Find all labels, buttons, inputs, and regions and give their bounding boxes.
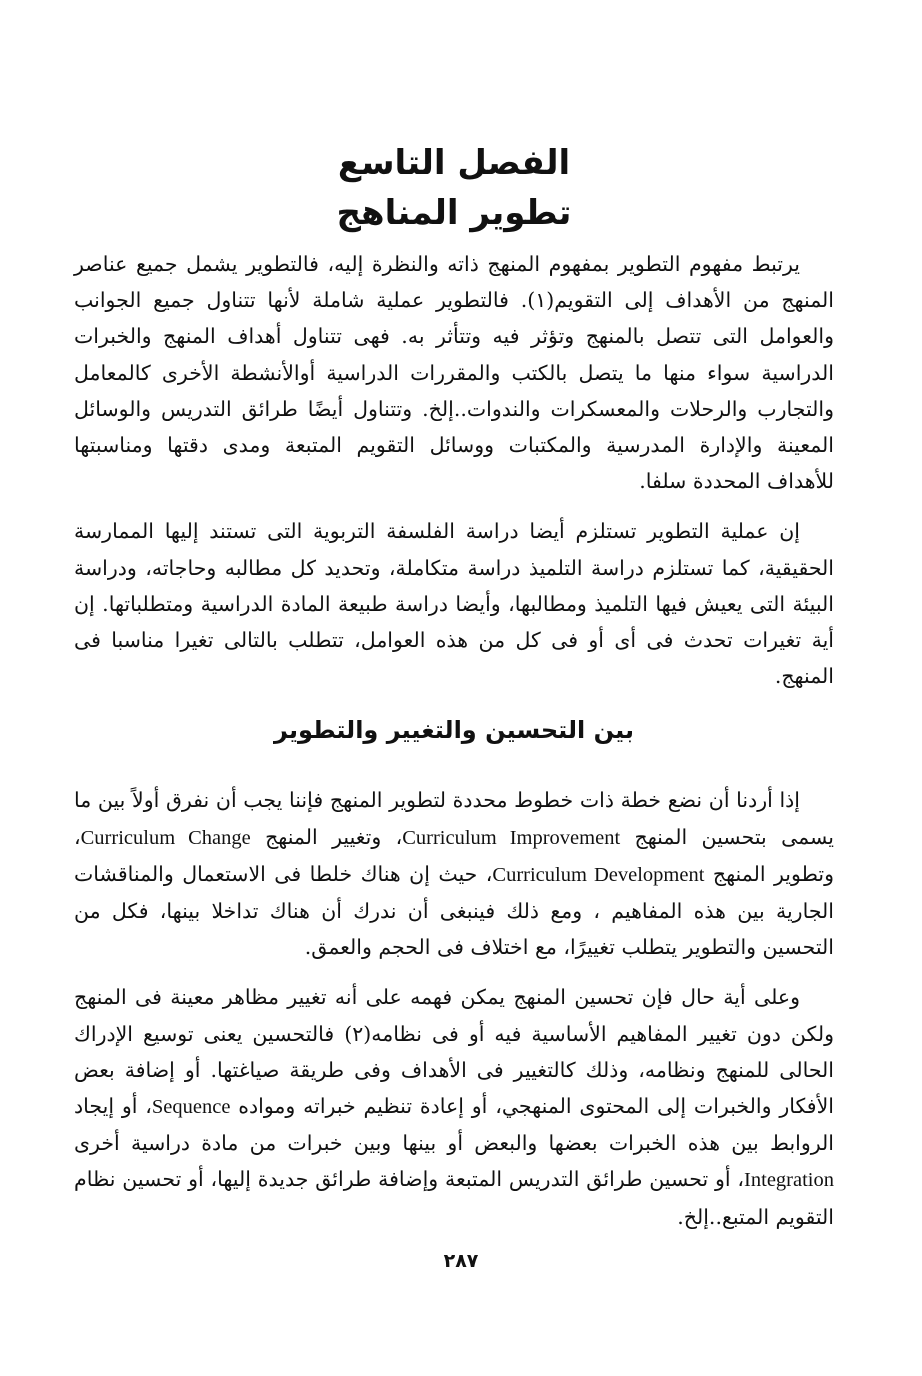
text-segment: إذا أردنا أن نضع خطة ذات خطوط محددة لتطوير المنهج فإننا يجب أن نفرق أولاً بين ما يسمى بتحسين المنهج	[74, 788, 834, 849]
paragraph-intro-2: إن عملية التطوير تستلزم أيضا دراسة الفلسفة التربوية التى تستند إليها الممارسة الحقيقية، كما تستلزم دراسة التلميذ دراسة متكاملة، وتحديد كل مطالبه وحاجاته، ودراسة البيئة التى يعيش فيها التلميذ ومطالبها، وأيضا دراسة طبيعة المادة الدراسية ومتطلباتها. إن أية تغيرات تحدث فى أى أو فى كل من هذه العوامل، تتطلب بالتالى تغيرا مناسبا فى المنهج.	[74, 519, 834, 689]
page-number: ٢٨٧	[443, 1250, 479, 1272]
paragraph-section-2	[74, 979, 834, 1234]
text-segment: ، أو تحسين طرائق التدريس المتبعة وإضافة طرائق جديدة إليها، أو تحسين نظام التقويم المتبع..إلخ.	[74, 1167, 834, 1229]
english-term: Curriculum Improvement	[402, 826, 621, 849]
english-term: Curriculum Change	[80, 826, 251, 849]
text-segment: ، حيث إن هناك خلطا فى الاستعمال والمناقشات الجارية بين هذه المفاهيم ، ومع ذلك فينبغى أن ندرك أن هناك تداخلا بينها، فكل من التحسين والتطوير يتطلب تغييرًا، مع اختلاف فى الحجم والعمق.	[74, 861, 834, 960]
english-term: Integration	[744, 1169, 834, 1192]
text-segment: ، وتطوير المنهج	[74, 824, 835, 886]
english-term: Curriculum Development	[492, 863, 705, 886]
text-segment: وعلى أية حال فإن تحسين المنهج يمكن فهمه على أنه تغيير مظاهر معينة فى المنهج ولكن دون تغيير المفاهيم الأساسية فيه أو فى نظامه(٢) فالتحسين يعنى توسيع الإدراك الحالى للمنهج ونظامه، وذلك كالتغيير فى الأهداف وفى طريقة صياغتها. أو إضافة بعض الأفكار والخبرات إلى المحتوى المنهجي، أو إعادة تنظيم خبراته ومواده	[74, 985, 834, 1119]
book-page	[74, 130, 834, 1249]
section-heading: بين التحسين والتغيير والتطوير	[274, 716, 634, 745]
paragraph-section-1	[74, 782, 834, 965]
chapter-title: الفصل التاسع	[337, 143, 571, 183]
paragraph-intro-1: يرتبط مفهوم التطوير بمفهوم المنهج ذاته والنظرة إليه، فالتطوير يشمل جميع عناصر المنهج من الأهداف إلى التقويم(١). فالتطوير عملية شاملة لأنها تتناول جميع الجوانب والعوامل التى تتصل بالمنهج وتؤثر فيه وتتأثر به. فهى تتناول أهداف المنهج والخبرات الدراسية سواء منها ما يتصل بالكتب والمقررات الدراسية أوالأنشطة الأخرى كالمعامل والتجارب والرحلات والمعسكرات والندوات..إلخ. وتتناول أيضًا طرائق التدريس والوسائل المعينة والإدارة المدرسية والمكتبات ووسائل التقويم المتبعة ومدى دقتها ومناسبتها للأهداف المحددة سلفا.	[74, 252, 834, 494]
text-segment: ، أو إيجاد الروابط بين هذه الخبرات بعضها والبعض أو بينها وبين خبرات من مادة دراسية أخرى	[74, 1094, 834, 1156]
text-segment: ، وتغيير المنهج	[250, 824, 403, 849]
english-term: Sequence	[151, 1096, 231, 1119]
chapter-subtitle: تطوير المناهج	[336, 193, 572, 233]
